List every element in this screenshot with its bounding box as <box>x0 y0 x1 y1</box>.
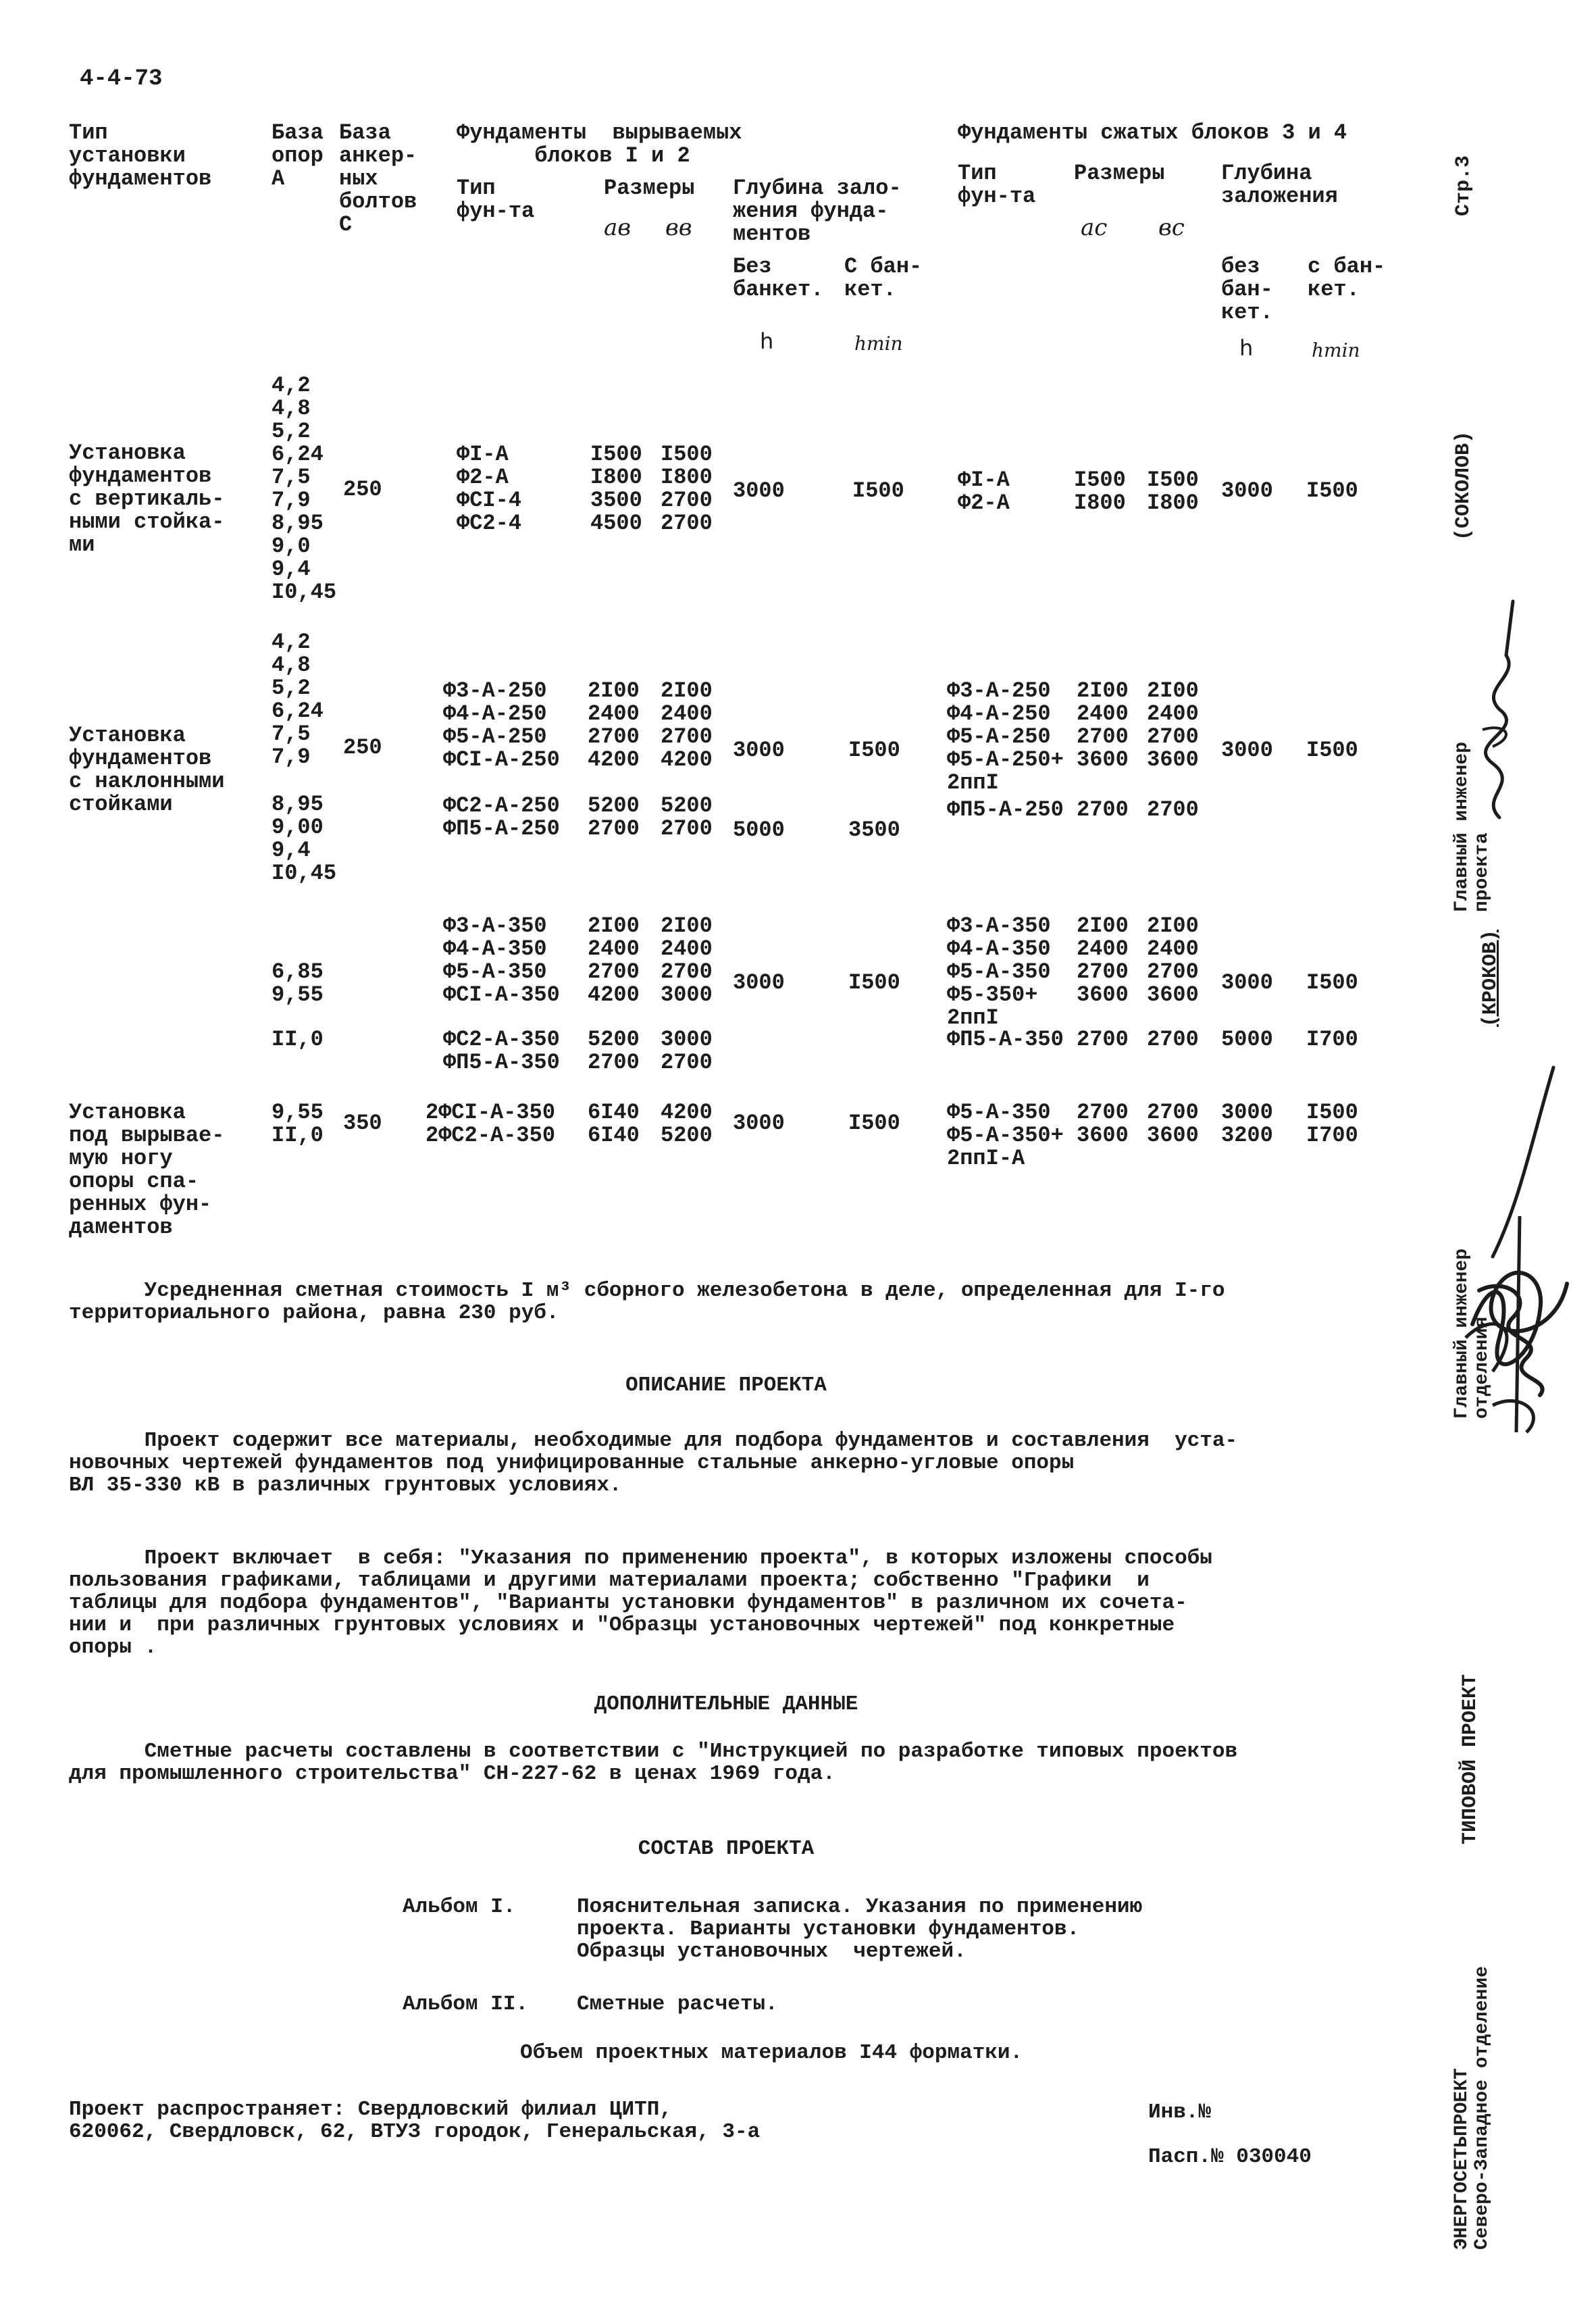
row4-base-a: 9,55 II,0 <box>272 1100 324 1148</box>
row2-base-a-2: 8,95 9,00 9,4 I0,45 <box>272 792 337 886</box>
row1-pulled-hmin: I500 <box>852 478 904 503</box>
header-comp-ac: ас <box>1081 214 1108 241</box>
header-pulled-sizes: Размеры <box>604 176 695 201</box>
section-description-title: ОПИСАНИЕ ПРОЕКТА <box>625 1374 827 1397</box>
album1-label: Альбом I. <box>403 1895 516 1919</box>
side-page-number: Стр.3 <box>1452 155 1475 216</box>
side-organization: ЭНЕРГОСЕТЬПРОЕКТ Северо-Западное отделение <box>1451 1965 1493 2250</box>
row3-comp-a-2: 2700 <box>1077 1027 1129 1052</box>
row3-pulled-types-2: ФС2-А-350 ФП5-А-350 <box>443 1027 560 1075</box>
row4-pulled-hmin: I500 <box>848 1111 900 1136</box>
row4-pulled-types: 2ФСI-А-350 2ФС2-А-350 <box>426 1100 556 1148</box>
header-comp-with: с бан- кет. <box>1308 254 1386 302</box>
passport-number: Пасп.№ 030040 <box>1148 2145 1312 2169</box>
section-additional-title: ДОПОЛНИТЕЛЬНЫЕ ДАННЫЕ <box>594 1692 858 1716</box>
row2-pulled-b-1: 2I00 2400 2700 4200 <box>661 678 713 772</box>
row4-comp-b: 2700 3600 <box>1147 1100 1199 1148</box>
row2-pulled-a-2: 5200 2700 <box>588 793 640 841</box>
row4-label: Установка под вырывае- мую ногу опоры спа- ренных фун- даментов <box>69 1100 225 1240</box>
inventory-number: Инв.№ <box>1148 2101 1212 2124</box>
side-typical-project: ТИПОВОЙ ПРОЕКТ <box>1459 1674 1482 1844</box>
album2-text: Сметные расчеты. <box>577 1992 778 2016</box>
header-comp-without: без бан- кет. <box>1221 254 1273 325</box>
row1-comp-hmin: I500 <box>1306 478 1358 503</box>
row1-pulled-h: 3000 <box>733 478 785 503</box>
header-base-a: База опор А <box>272 120 324 191</box>
row1-comp-types: ФI-А Ф2-А <box>958 468 1010 515</box>
header-base-c: База анкер- ных болтов С <box>339 120 417 237</box>
row3-pulled-b-1: 2I00 2400 2700 3000 <box>661 913 713 1007</box>
row3-base-a-2: II,0 <box>272 1027 324 1052</box>
row3-comp-hmin-1: I500 <box>1306 970 1358 995</box>
row2-pulled-types-2: ФС2-А-250 ФП5-А-250 <box>443 793 560 841</box>
header-pulled-hmin: hmin <box>854 332 903 355</box>
row2-comp-a-1: 2I00 2400 2700 3600 <box>1077 678 1129 772</box>
header-pulled-group: Фундаменты вырываемых блоков I и 2 <box>457 120 742 168</box>
header-pulled-with: С бан- кет. <box>844 254 923 302</box>
row3-comp-h-1: 3000 <box>1221 970 1273 995</box>
row2-comp-a-2: 2700 <box>1077 797 1129 822</box>
row3-comp-types-2: ФП5-А-350 <box>947 1027 1064 1052</box>
header-type-install: Тип установки фундаментов <box>69 120 212 191</box>
side-sokolov: (СОКОЛОВ) <box>1452 430 1475 540</box>
header-pulled-bv: вв <box>665 214 692 241</box>
side-krokov: (КРОКОВ) <box>1479 929 1502 1027</box>
row3-pulled-types-1: Ф3-А-350 Ф4-А-350 Ф5-А-350 ФСI-А-350 <box>443 913 560 1007</box>
side-chief-engineer-dept: Главный инженер отделения <box>1451 1248 1493 1419</box>
header-pulled-h: h <box>760 328 774 354</box>
row3-base-a-1: 6,85 9,55 <box>272 959 324 1007</box>
row3-comp-b-1: 2I00 2400 2700 3600 <box>1147 913 1199 1007</box>
row2-comp-b-1: 2I00 2400 2700 3600 <box>1147 678 1199 772</box>
row3-pulled-a-2: 5200 2700 <box>588 1027 640 1075</box>
additional-text: Сметные расчеты составлены в соответствии с "Инструкцией по разработке типовых проектов для промышленного строительства" СН-227-62 в ценах 1969 года. <box>69 1740 1238 1786</box>
row2-base-a-1: 4,2 4,8 5,2 6,24 7,5 7,9 <box>272 630 324 770</box>
album1-text: Пояснительная записка. Указания по применению проекта. Варианты установки фундаментов. Образцы установочных чертежей. <box>577 1895 1143 1963</box>
row2-base-c: 250 <box>343 735 382 760</box>
row4-comp-types: Ф5-А-350 Ф5-А-350+ 2ппI-А <box>947 1100 1064 1171</box>
side-chief-engineer-project: Главный инженер проекта <box>1451 741 1493 912</box>
row2-pulled-h-2: 5000 <box>733 818 785 842</box>
row1-comp-h: 3000 <box>1221 478 1273 503</box>
row1-pulled-a: I500 I800 3500 4500 <box>590 442 642 536</box>
page-number: 4-4-73 <box>80 66 163 92</box>
description-paragraph-1: Проект содержит все материалы, необходимые для подбора фундаментов и составления уста- новочных чертежей фундаментов под унифицированные стальные анкерно-угловые опоры ВЛ 35-330 кВ в различных грунтовых условиях. <box>69 1429 1238 1497</box>
row4-pulled-a: 6I40 6I40 <box>588 1100 640 1148</box>
row3-pulled-hmin-1: I500 <box>848 970 900 995</box>
header-comp-hmin: hmin <box>1312 339 1360 361</box>
row2-pulled-types-1: Ф3-А-250 Ф4-А-250 Ф5-А-250 ФСI-А-250 <box>443 678 560 772</box>
row3-comp-a-1: 2I00 2400 2700 3600 <box>1077 913 1129 1007</box>
row4-base-c: 350 <box>343 1111 382 1136</box>
row3-comp-types-1: Ф3-А-350 Ф4-А-350 Ф5-А-350 Ф5-350+ 2ппI <box>947 913 1051 1030</box>
row2-pulled-hmin-1: I500 <box>848 738 900 763</box>
description-paragraph-2: Проект включает в себя: "Указания по применению проекта", в которых изложены способы пользования графиками, таблицами и другими материалами проекта; собственно "Графики и таблицы для подбора фундаментов", "Варианты установки фундаментов" в различном их сочета- нии и при различных грунтовых условиях и "Образцы установочных чертежей" под конкретные опоры . <box>69 1546 1212 1659</box>
row2-comp-h-1: 3000 <box>1221 738 1273 763</box>
section-composition-title: СОСТАВ ПРОЕКТА <box>638 1837 815 1861</box>
row1-comp-a: I500 I800 <box>1074 468 1126 515</box>
row3-pulled-b-2: 3000 2700 <box>661 1027 713 1075</box>
row3-pulled-h-1: 3000 <box>733 970 785 995</box>
distributor: Проект распространяет: Свердловский филиал ЦИТП, 620062, Свердловск, 62, ВТУЗ городок, Генеральская, 3-а <box>69 2098 761 2144</box>
row3-pulled-a-1: 2I00 2400 2700 4200 <box>588 913 640 1007</box>
header-compressed-group: Фундаменты сжатых блоков 3 и 4 <box>958 120 1347 145</box>
header-comp-h: h <box>1239 335 1254 361</box>
header-pulled-av: ав <box>604 214 632 241</box>
signature-sokolov <box>1452 595 1547 824</box>
header-comp-bc: вс <box>1158 214 1185 241</box>
row1-base-c: 250 <box>343 477 382 502</box>
row2-comp-hmin-1: I500 <box>1306 738 1358 763</box>
row1-base-a: 4,2 4,8 5,2 6,24 7,5 7,9 8,95 9,0 9,4 I0,45 <box>272 373 337 605</box>
row3-comp-h-2: 5000 <box>1221 1027 1273 1052</box>
row2-comp-types-2: ФП5-А-250 <box>947 797 1064 822</box>
cost-note: Усредненная сметная стоимость I м³ сборного железобетона в деле, определенная для I-го территориального района, равна 230 руб. <box>69 1279 1225 1325</box>
row2-pulled-hmin-2: 3500 <box>848 818 900 842</box>
album2-label: Альбом II. <box>403 1992 529 2016</box>
row4-comp-h: 3000 3200 <box>1221 1100 1273 1148</box>
header-pulled-type: Тип фун-та <box>457 176 535 224</box>
header-pulled-without: Без банкет. <box>733 254 824 302</box>
row4-comp-hmin: I500 I700 <box>1306 1100 1358 1148</box>
signature-chief-dept <box>1452 1189 1587 1446</box>
header-comp-depth: Глубина заложения <box>1221 161 1338 209</box>
header-comp-type: Тип фун-та <box>958 161 1036 209</box>
row2-comp-b-2: 2700 <box>1147 797 1199 822</box>
row3-comp-b-2: 2700 <box>1147 1027 1199 1052</box>
row1-label: Установка фундаментов с вертикаль- ными стойка- ми <box>69 441 225 557</box>
row2-pulled-b-2: 5200 2700 <box>661 793 713 841</box>
row2-comp-types-1: Ф3-А-250 Ф4-А-250 Ф5-А-250 Ф5-А-250+ 2ппI <box>947 678 1064 795</box>
row4-pulled-h: 3000 <box>733 1111 785 1136</box>
row4-pulled-b: 4200 5200 <box>661 1100 713 1148</box>
row2-pulled-h-1: 3000 <box>733 738 785 763</box>
row2-pulled-a-1: 2I00 2400 2700 4200 <box>588 678 640 772</box>
header-pulled-depth: Глубина зало- жения фунда- ментов <box>733 176 902 247</box>
row3-comp-hmin-2: I700 <box>1306 1027 1358 1052</box>
row2-label: Установка фундаментов с наклонными стойками <box>69 723 225 817</box>
row1-pulled-b: I500 I800 2700 2700 <box>661 442 713 536</box>
volume-note: Объем проектных материалов I44 форматки. <box>520 2041 1023 2065</box>
row1-pulled-types: ФI-А Ф2-А ФСI-4 ФС2-4 <box>457 442 522 536</box>
header-comp-sizes: Размеры <box>1074 161 1165 186</box>
row1-comp-b: I500 I800 <box>1147 468 1199 515</box>
row4-comp-a: 2700 3600 <box>1077 1100 1129 1148</box>
